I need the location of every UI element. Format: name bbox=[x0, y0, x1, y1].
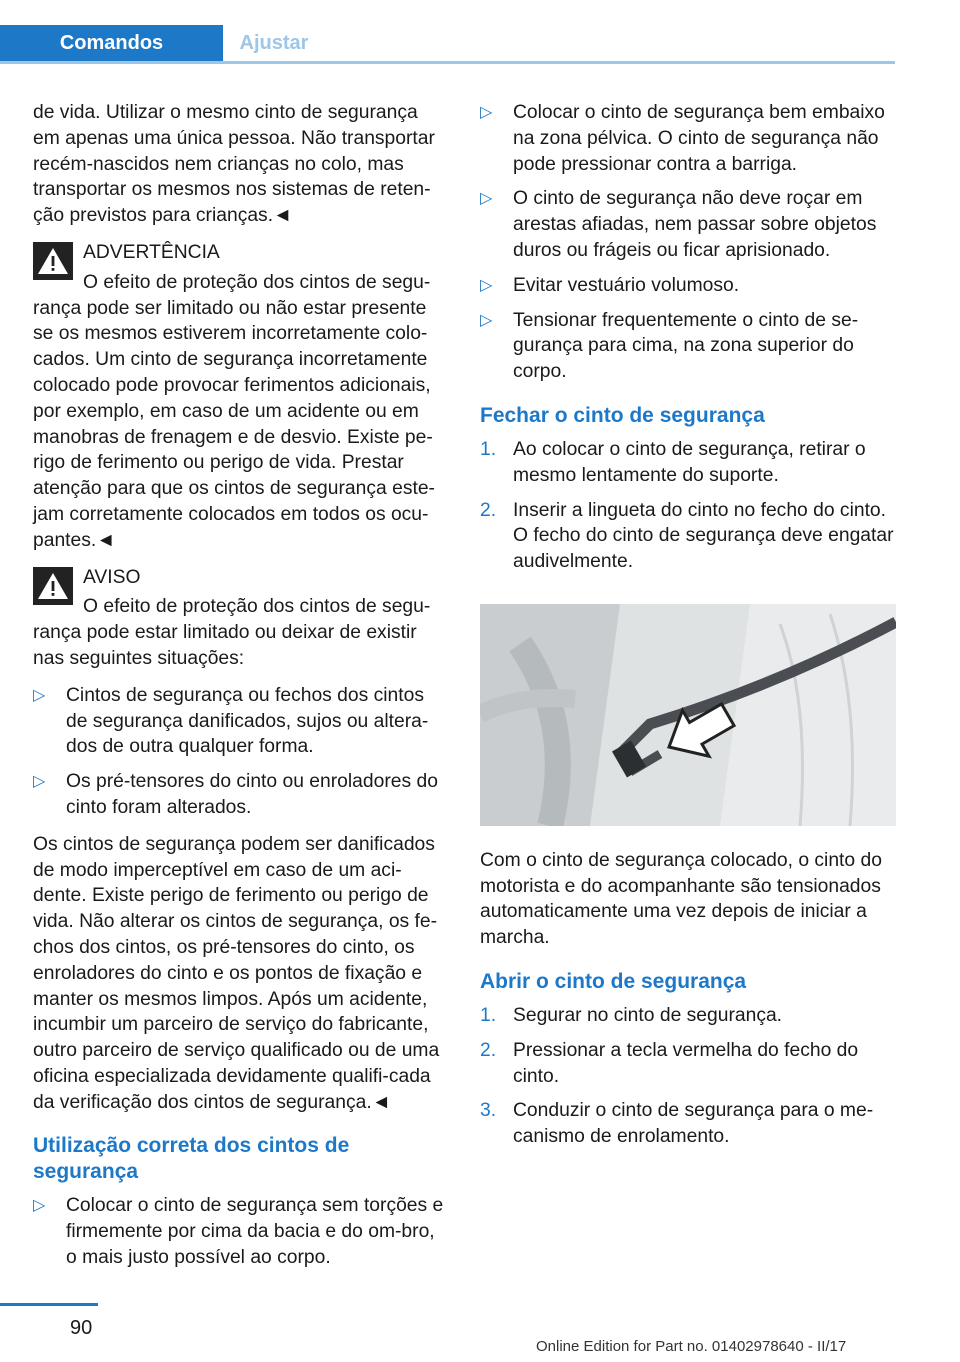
bullet-list bbox=[480, 100, 896, 385]
bullet-triangle-icon: ▷ bbox=[480, 104, 493, 121]
warning-block-advertencia bbox=[33, 240, 449, 554]
list-item: ▷ Tensionar frequentemente o cinto de se-gurança para cima, na zona superior do corpo. bbox=[480, 309, 859, 383]
chapter-tabs bbox=[0, 25, 895, 64]
bullet-triangle-icon: ▷ bbox=[33, 773, 46, 791]
section-heading: Abrir o cinto de segurança bbox=[480, 969, 747, 993]
bullet-triangle-icon: ▷ bbox=[33, 1197, 46, 1215]
numbered-list bbox=[480, 437, 896, 575]
warning-text: rança pode ser limitado ou não estar presente se os mesmos estiverem incorretamente colo-cados. Um cinto de segurança incorretamente colocado pode provocar ferimentos adicionais, por exemplo, em caso de um acidente ou em manobras de frenagem e de desvio. Existe pe-rigo de ferimento ou perigo de vida. Prestar atenção para que os cintos de segurança este-jam corretamente colocados em todos os ocu-pantes.◄ bbox=[33, 297, 435, 551]
warning-text: rança pode estar limitado ou deixar de existir nas seguintes situações: bbox=[33, 622, 417, 669]
bullet-triangle-icon: ▷ bbox=[480, 311, 493, 329]
warning-title: ADVERTÊNCIA bbox=[83, 241, 220, 263]
list-item: 3. Conduzir o cinto de segurança para o me-canismo de enrolamento. bbox=[480, 1100, 874, 1148]
list-item: ▷ Colocar o cinto de segurança bem embaixo na zona pélvica. O cinto de segurança não pode pressionar contra a barriga. bbox=[480, 102, 885, 175]
tab-comandos[interactable]: Comandos bbox=[0, 25, 223, 61]
warning-bullet-list bbox=[33, 683, 449, 821]
body-paragraph: Os cintos de segurança podem ser danificados de modo imperceptível em caso de um aci-dente. Existe perigo de ferimento ou perigo de vida. Não alterar os cintos de segurança, os fe-chos dos cintos, os pré-tensores do cinto, os enroladores do cinto e os pontos de fixação e manter os mesmos limpos. Após um acidente, incumbir um parceiro de serviço do fabricante, outro parceiro de serviço qualificado ou de uma oficina especializada devidamente qualifi-cada da verificação dos cintos de segurança.◄ bbox=[33, 833, 440, 1113]
page-number: 90 bbox=[70, 1317, 93, 1339]
step-number: 1. bbox=[480, 1004, 497, 1026]
warning-text-first-line: O efeito de proteção dos cintos de segu- bbox=[83, 596, 431, 618]
list-item: 2. Pressionar a tecla vermelha do fecho do cinto. bbox=[480, 1039, 859, 1087]
left-column bbox=[33, 100, 449, 1282]
warning-triangle-icon bbox=[33, 567, 73, 605]
warning-block-aviso bbox=[33, 565, 449, 672]
step-number: 1. bbox=[480, 438, 497, 460]
step-number: 2. bbox=[480, 499, 497, 521]
list-item: 1. Segurar no cinto de segurança. bbox=[480, 1003, 896, 1029]
seatbelt-buckle-illustration bbox=[480, 604, 896, 826]
section-heading: Utilização correta dos cintos de segurança bbox=[33, 1134, 350, 1184]
figure-caption: Com o cinto de segurança colocado, o cinto do motorista e do acompanhante são tensionados automaticamente uma vez depois de iniciar a marcha. bbox=[480, 849, 882, 949]
footer-rule bbox=[0, 1303, 98, 1306]
list-item: 2. Inserir a lingueta do cinto no fecho do cinto. O fecho do cinto de segurança deve engatar audivelmente. bbox=[480, 499, 894, 573]
warning-text-first-line: O efeito de proteção dos cintos de segu- bbox=[83, 271, 431, 293]
step-number: 3. bbox=[480, 1100, 497, 1122]
list-item: ▷ O cinto de segurança não deve roçar em arestas afiadas, nem passar sobre objetos duros ou frágeis ou ficar aprisionado. bbox=[480, 188, 877, 261]
edition-footer: Online Edition for Part no. 01402978640 - II/17 bbox=[536, 1338, 847, 1355]
bullet-triangle-icon: ▷ bbox=[480, 276, 493, 294]
section-heading: Fechar o cinto de segurança bbox=[480, 403, 765, 427]
numbered-list bbox=[480, 1003, 896, 1150]
list-item: ▷ Cintos de segurança ou fechos dos cintos de segurança danificados, sujos ou altera-dos de outra qualquer forma. bbox=[33, 684, 429, 758]
list-item: 1. Ao colocar o cinto de segurança, retirar o mesmo lentamente do suporte. bbox=[480, 438, 866, 486]
intro-paragraph: de vida. Utilizar o mesmo cinto de segurança em apenas uma única pessoa. Não transportar recém-nascidos nem crianças no colo, mas transportar os mesmos nos sistemas de reten-ção previstos para crianças.◄ bbox=[33, 102, 435, 227]
bullet-triangle-icon: ▷ bbox=[33, 686, 46, 704]
bullet-list bbox=[33, 1193, 449, 1270]
list-item: ▷ Colocar o cinto de segurança sem torções e firmemente por cima da bacia e do om-bro, o mais justo possível ao corpo. bbox=[33, 1195, 444, 1269]
tab-ajustar[interactable]: Ajustar bbox=[239, 32, 309, 54]
bullet-triangle-icon: ▷ bbox=[480, 190, 493, 208]
step-number: 2. bbox=[480, 1039, 497, 1061]
right-column bbox=[480, 100, 896, 1161]
warning-triangle-icon bbox=[33, 242, 73, 280]
warning-title: AVISO bbox=[83, 566, 141, 588]
list-item: ▷ Evitar vestuário volumoso. bbox=[480, 273, 896, 299]
list-item: ▷ Os pré-tensores do cinto ou enroladores do cinto foram alterados. bbox=[33, 771, 438, 818]
